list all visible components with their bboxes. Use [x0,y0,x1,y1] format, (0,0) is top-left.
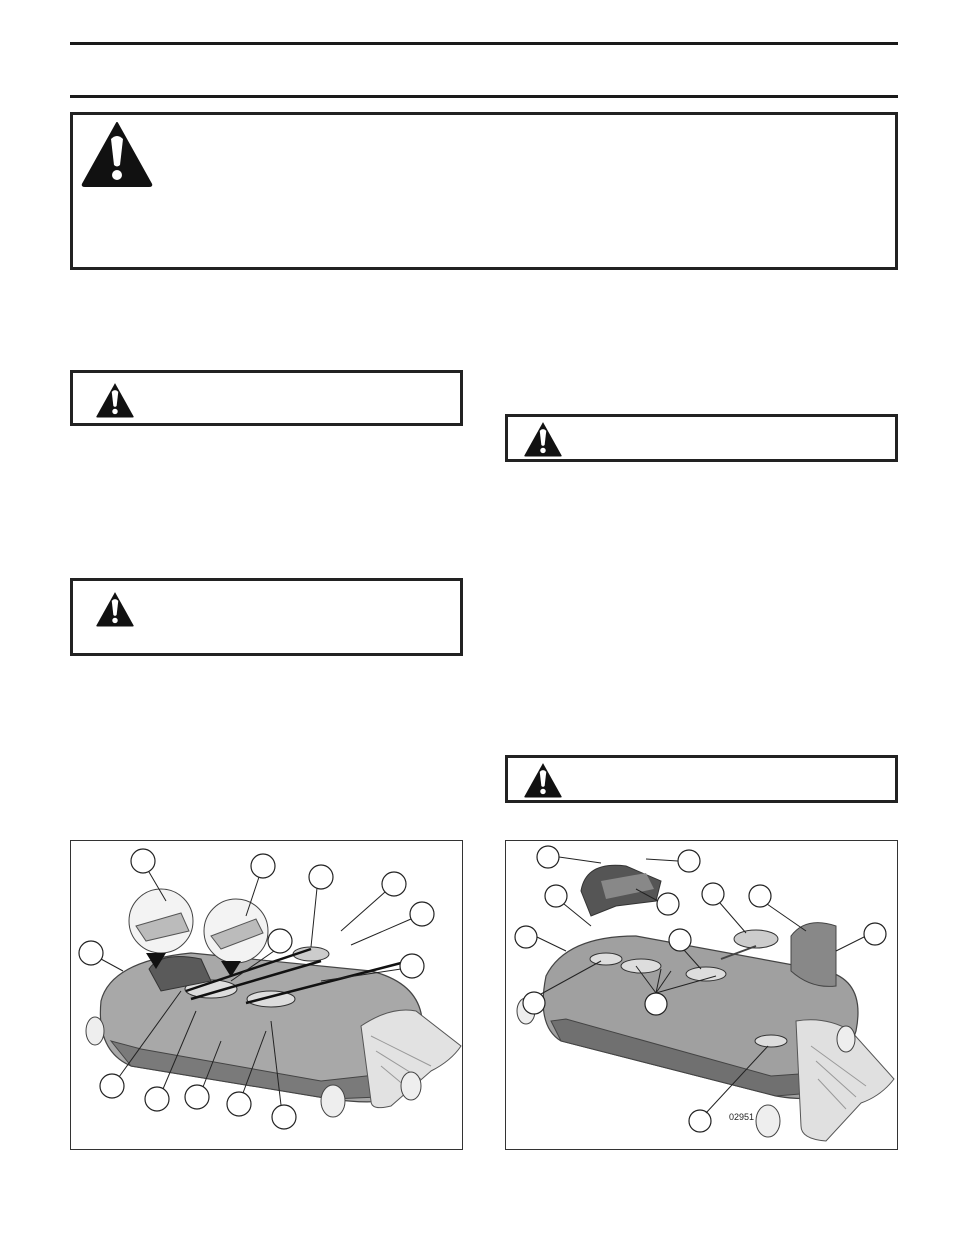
warning-box-right-2 [505,755,898,803]
warning-triangle-icon [95,591,135,627]
figure-mower-deck-right [505,840,898,1150]
figure-code: 02951 [729,1112,755,1122]
warning-triangle-icon [523,762,563,798]
warning-triangle-icon [81,121,153,187]
figure-mower-deck-left [70,840,463,1150]
warning-box-left-1 [70,370,463,426]
warning-box-left-2 [70,578,463,656]
header-rule-top [70,42,898,45]
header-rule-bottom [70,95,898,98]
mower-deck-illustration [71,841,463,1150]
warning-box-right-1 [505,414,898,462]
warning-box-main [70,112,898,270]
mower-deck-exploded-illustration [506,841,898,1150]
warning-triangle-icon [95,382,135,418]
warning-triangle-icon [523,421,563,457]
